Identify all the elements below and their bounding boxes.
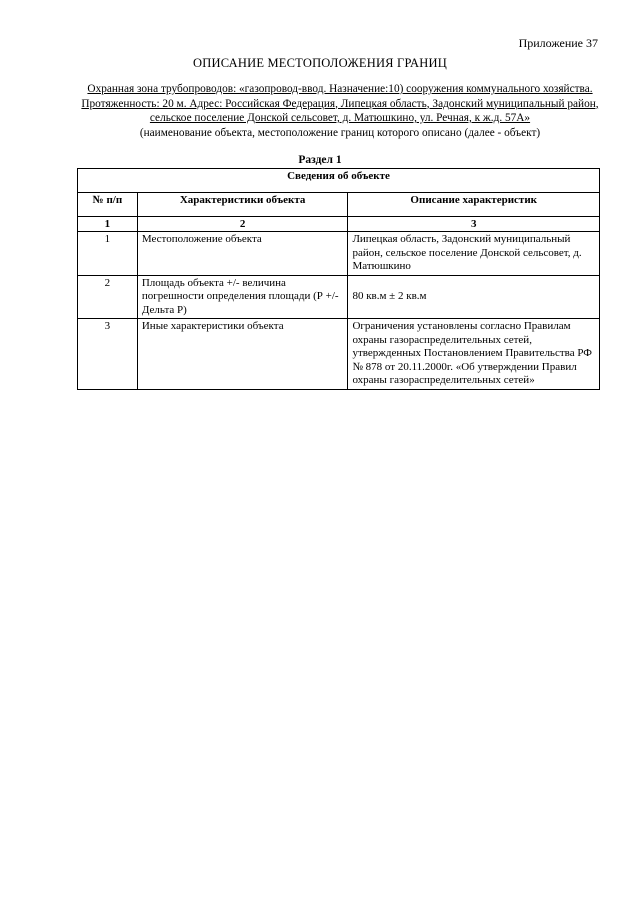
column-number-1: 1 xyxy=(78,217,138,232)
object-caption: (наименование объекта, местоположение границ которого описано (далее - объект) xyxy=(139,126,541,139)
object-info-table xyxy=(77,168,600,390)
table-row xyxy=(78,232,600,276)
table-header-row xyxy=(78,193,600,217)
row-characteristic: Местоположение объекта xyxy=(137,232,348,276)
row-description: 80 кв.м ± 2 кв.м xyxy=(348,275,600,319)
document-title: ОПИСАНИЕ МЕСТОПОЛОЖЕНИЯ ГРАНИЦ xyxy=(193,56,447,70)
table-row xyxy=(78,275,600,319)
column-number-3: 3 xyxy=(348,217,600,232)
column-header-characteristic: Характеристики объекта xyxy=(137,193,348,217)
object-description: Охранная зона трубопроводов: «газопровод-ввод. Назначение:10) сооружения коммунального хозяйства. Протяженность: 20 м. Адрес: Российская Федерация, Липецкая область, Задонский муниципальный район, сельское поселение Донской сельсовет, д. Матюшкино, ул. Речная, к ж.д. 57А» xyxy=(81,83,599,124)
column-numbers-row xyxy=(78,217,600,232)
row-description: Ограничения установлены согласно Правилам охраны газораспределительных сетей, утвержденных Постановлением Правительства РФ № 878 от 20.11.2000г. «Об утверждении Правил охраны газораспределительных сетей» xyxy=(348,319,600,390)
row-number: 3 xyxy=(78,319,138,390)
object-block xyxy=(70,82,610,140)
table-caption: Сведения об объекте xyxy=(78,169,600,193)
section-title: Раздел 1 xyxy=(298,154,342,166)
table-caption-row xyxy=(78,169,600,193)
column-header-number: № п/п xyxy=(78,193,138,217)
row-characteristic: Иные характеристики объекта xyxy=(137,319,348,390)
table-row xyxy=(78,319,600,390)
row-number: 1 xyxy=(78,232,138,276)
row-description: Липецкая область, Задонский муниципальный район, сельское поселение Донской сельсовет, д. Матюшкино xyxy=(348,232,600,276)
column-number-2: 2 xyxy=(137,217,348,232)
column-header-description: Описание характеристик xyxy=(348,193,600,217)
row-characteristic: Площадь объекта +/- величина погрешности определения площади (Р +/- Дельта Р) xyxy=(137,275,348,319)
appendix-label: Приложение 37 xyxy=(518,36,598,50)
row-number: 2 xyxy=(78,275,138,319)
